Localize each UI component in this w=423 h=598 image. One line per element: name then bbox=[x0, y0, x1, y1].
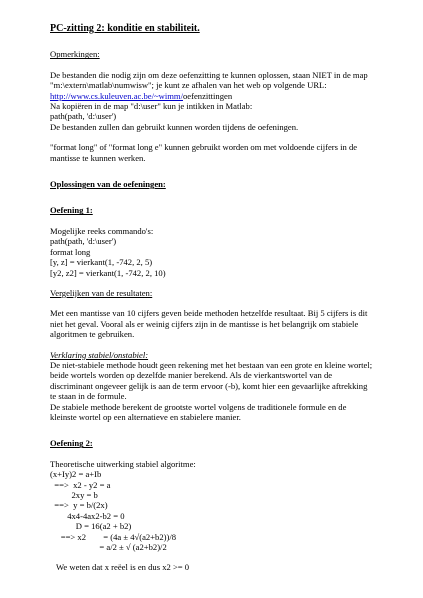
derivation-intro: Theoretische uitwerking stabiel algoritme: bbox=[50, 458, 196, 469]
opmerkingen-paragraph bbox=[50, 70, 393, 132]
text-line: Na kopiëren in de map "d:\user" kun je intikken in Matlab: bbox=[50, 101, 253, 112]
results-paragraph bbox=[50, 308, 393, 339]
text-line: "format long" of "format long e" kunnen gebruikt worden om met voldoende cijfers in de bbox=[50, 142, 358, 153]
text-line: De bestanden zullen dan gebruikt kunnen worden tijdens de oefeningen. bbox=[50, 121, 299, 132]
text-line: algoritmen te gebruiken. bbox=[50, 329, 135, 340]
text-line: De stabiele methode berekent de grootste wortel volgens de traditionele formule en de bbox=[50, 401, 347, 412]
command-line: path(path, 'd:\user') bbox=[50, 236, 117, 247]
derivation-line: ==> y = b/(2x) bbox=[50, 500, 108, 511]
derivation-line: ==> x2 = (4a ± 4√(a2+b2))/8 bbox=[50, 531, 177, 542]
opmerkingen-heading: Opmerkingen: bbox=[50, 49, 100, 60]
final-statement: We weten dat x reëel is en dus x2 >= 0 bbox=[56, 562, 190, 573]
page-title: PC-zitting 2: konditie en stabiliteit. bbox=[50, 23, 200, 34]
commands-intro: Mogelijke reeks commando's: bbox=[50, 225, 154, 236]
text-line: De bestanden die nodig zijn om deze oefenzitting te kunnen oplossen, staan NIET in de map bbox=[50, 69, 368, 80]
text-line: "m:\extern\matlab\numwisw"; je kunt ze afhalen van het web op volgende URL: bbox=[50, 80, 327, 91]
derivation-line: 2xy = b bbox=[50, 490, 98, 500]
verklaring-paragraph bbox=[50, 350, 393, 423]
url-suffix: oefenzittingen bbox=[182, 90, 233, 101]
derivation-line: (x+Iy)2 = a+Ib bbox=[50, 469, 102, 480]
command-line: format long bbox=[50, 246, 91, 257]
text-line: mantisse te kunnen werken. bbox=[50, 152, 146, 163]
verklaring-heading: Verklaring stabiel/onstabiel: bbox=[50, 349, 149, 360]
text-line: kleinste wortel op een alternatieve en stabielere manier. bbox=[50, 411, 241, 422]
command-line: [y2, z2] = vierkant(1, -742, 2, 10) bbox=[50, 267, 166, 278]
text-line: beide wortels worden op dezelfde manier berekend. Als de vierkantswortel van de bbox=[50, 370, 333, 381]
url-link[interactable]: http://www.cs.kuleuven.ac.be/~wimm/ bbox=[50, 90, 183, 101]
format-long-paragraph bbox=[50, 142, 393, 163]
text-line: Met een mantisse van 10 cijfers geven beide methoden hetzelfde resultaat. Bij 5 cijfers is dit bbox=[50, 308, 368, 319]
text-line: De niet-stabiele methode houdt geen rekening met het bestaan van een grote en kleine wortel; bbox=[50, 359, 373, 370]
text-line: te staan in de formule. bbox=[50, 391, 127, 402]
text-line: path(path, 'd:\user') bbox=[50, 111, 117, 122]
derivation-line: 4x4-4ax2-b2 = 0 bbox=[50, 510, 125, 521]
commands-block bbox=[50, 226, 393, 278]
vergelijken-heading: Vergelijken van de resultaten: bbox=[50, 287, 153, 298]
text-line: discriminant ongeveer gelijk is aan de term ervoor (-b), komt hier een gevaarlijke aftrekking bbox=[50, 380, 368, 391]
derivation-line: ==> x2 - y2 = a bbox=[50, 479, 111, 490]
derivation-line: D = 16(a2 + b2) bbox=[50, 521, 132, 532]
text-line: niet het geval. Vooral als er weinig cijfers zijn in de mantisse is het belangrijk om stabiele bbox=[50, 318, 359, 329]
url-line bbox=[50, 91, 393, 101]
oplossingen-heading: Oplossingen van de oefeningen: bbox=[50, 179, 166, 190]
derivation-line: = a/2 ± √ (a2+b2)/2 bbox=[50, 542, 167, 553]
oefening1-heading: Oefening 1: bbox=[50, 205, 93, 216]
derivation-block bbox=[50, 459, 393, 553]
oefening2-heading: Oefening 2: bbox=[50, 438, 93, 449]
command-line: [y, z] = vierkant(1, -742, 2, 5) bbox=[50, 257, 153, 268]
